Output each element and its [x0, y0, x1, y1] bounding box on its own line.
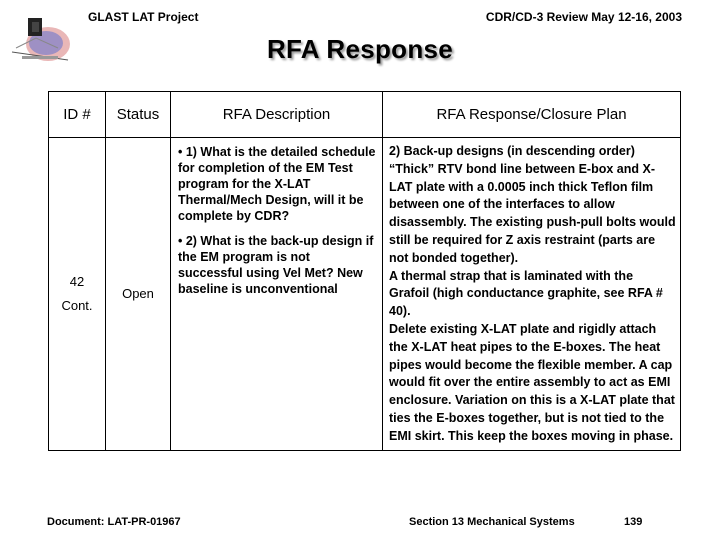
id-value: 42: [69, 273, 85, 289]
response-paragraph: 2) Back-up designs (in descending order) “Thick” RTV bond line between E-box and X-LAT plate with a 0.0005 inch thick Teflon film between one of the interfaces to allow disassembly. The existing push-pull bolts would still be required for Z axis restraint (parts are not bonded together).: [389, 144, 676, 265]
footer-page-number: 139: [624, 516, 643, 528]
header-description: RFA Description: [171, 92, 383, 138]
header-project: GLAST LAT Project: [88, 10, 199, 24]
description-item: • 1) What is the detailed schedule for completion of the EM Test program for the X-LAT Thermal/Mech Design, will it be complete by CDR?: [178, 145, 376, 223]
header-response: RFA Response/Closure Plan: [383, 92, 681, 138]
footer-section: Section 13 Mechanical Systems: [409, 516, 575, 528]
cell-response: [383, 138, 681, 451]
response-paragraph: Delete existing X-LAT plate and rigidly attach the X-LAT heat pipes to the E-boxes. The heat pipes would become the flexible member. A cap would fit over the entire assembly to act as EMI enclosure. Variation on this is a X-LAT plate that ties the E-boxes together, but is not tied to the EMI skirt. This keep the boxes moving in phase.: [389, 321, 675, 443]
id-note: Cont.: [61, 297, 93, 313]
footer-document: Document: LAT-PR-01967: [47, 516, 181, 528]
response-paragraph: A thermal strap that is laminated with the Grafoil (high conductance graphite, see RFA # 40).: [389, 268, 663, 319]
rfa-table: [48, 91, 681, 451]
header-review: CDR/CD-3 Review May 12-16, 2003: [485, 10, 682, 24]
header-status: Status: [106, 92, 171, 138]
table-row: [49, 138, 681, 451]
header-id: ID #: [49, 92, 106, 138]
cell-description: [171, 138, 383, 451]
cell-id: [49, 138, 106, 451]
table-header-row: [49, 92, 681, 138]
cell-status: Open: [106, 138, 171, 451]
page-title: RFA Response: [266, 34, 454, 64]
description-item: • 2) What is the back-up design if the EM program is not successful using Vel Met? New baseline is unconventional: [178, 234, 374, 296]
